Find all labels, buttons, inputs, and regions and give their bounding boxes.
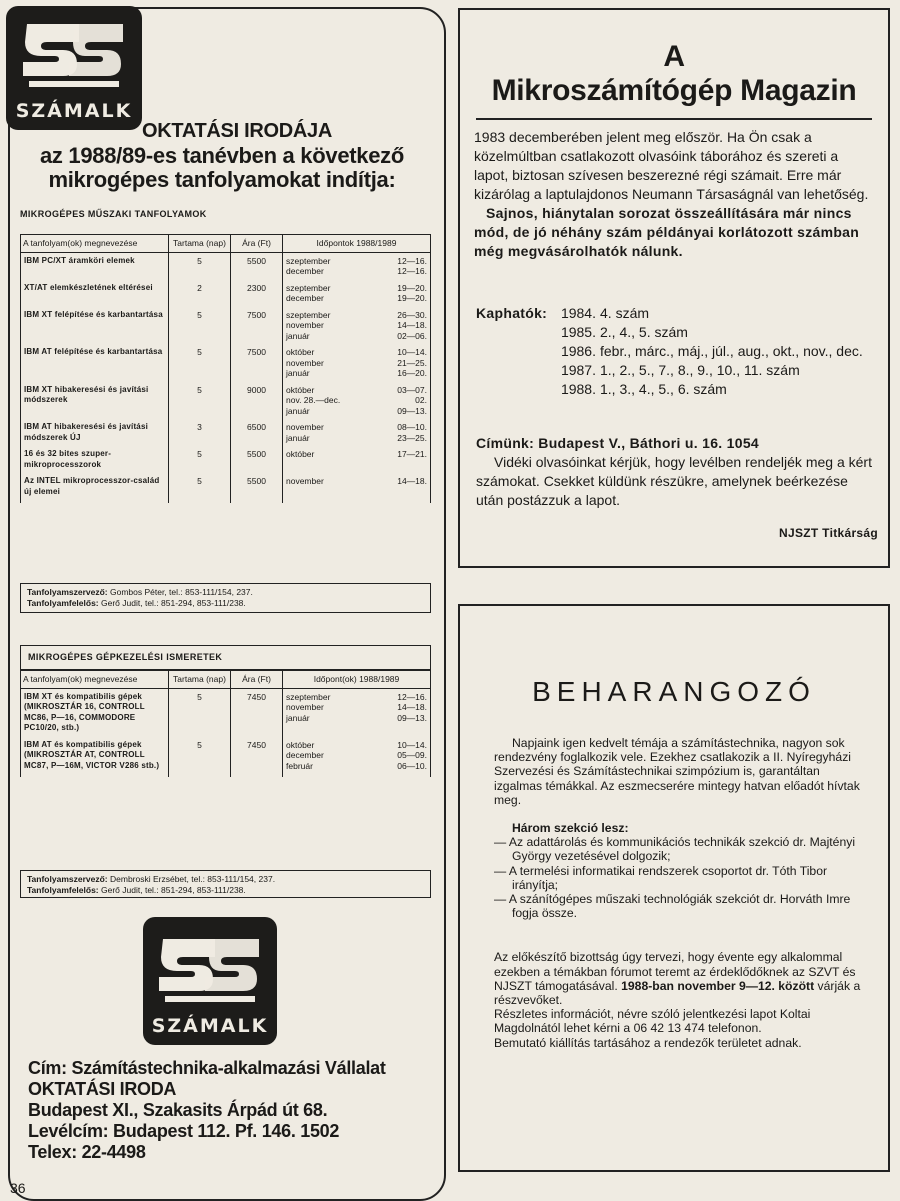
magazine-address: Címünk: Budapest V., Báthori u. 16. 1054 bbox=[476, 435, 760, 451]
responsible-value: Gerő Judit, tel.: 851-294, 853-111/238. bbox=[101, 598, 246, 608]
available-label: Kaphatók: bbox=[476, 305, 548, 321]
announcement-body bbox=[494, 736, 864, 1050]
course-row bbox=[21, 473, 431, 503]
magazine-title-article: A bbox=[663, 40, 685, 73]
date-line bbox=[286, 358, 427, 369]
issue-row bbox=[476, 304, 868, 323]
organizer-value: Dembroski Erzsébet, tel.: 853-111/154, 237. bbox=[110, 874, 276, 884]
header-duration: Tartama (nap) bbox=[169, 235, 231, 253]
szamalk-logo bbox=[6, 6, 142, 130]
course-price: 2300 bbox=[231, 280, 283, 307]
szamalk-logo-mark-icon bbox=[19, 16, 129, 100]
date-month: október bbox=[286, 739, 315, 750]
date-month: november bbox=[286, 422, 324, 432]
date-month: november bbox=[286, 702, 324, 712]
ad-title-line3: mikrogépes tanfolyamokat indítja: bbox=[48, 167, 396, 192]
responsible-label: Tanfolyamfelelős: bbox=[27, 598, 99, 608]
date-month: január bbox=[286, 405, 310, 416]
magazine-title: Mikroszámítógép Magazin bbox=[491, 74, 857, 107]
issue-row bbox=[476, 342, 868, 361]
course-table-technical bbox=[20, 234, 431, 503]
date-days: 10—14. bbox=[397, 347, 427, 357]
course-row bbox=[21, 688, 431, 737]
date-days: 02. bbox=[415, 395, 427, 405]
address-line: Budapest XI., Szakasits Árpád út 68. bbox=[28, 1100, 328, 1120]
course-dates bbox=[283, 473, 431, 503]
course-dates bbox=[283, 280, 431, 307]
date-days: 14—18. bbox=[397, 476, 427, 486]
header-dates: Időpontok 1988/1989 bbox=[283, 235, 431, 253]
paragraph-text: várják a részvevőket. bbox=[494, 978, 861, 1008]
ad-address bbox=[28, 1058, 386, 1163]
date-days: 02—06. bbox=[397, 330, 427, 341]
issue-year: 1987. bbox=[560, 362, 596, 378]
magazine-contact bbox=[476, 434, 876, 510]
table-header-row bbox=[21, 235, 431, 253]
szamalk-logo-bottom bbox=[143, 917, 277, 1045]
course-dates bbox=[283, 688, 431, 737]
organizer-box-1 bbox=[20, 583, 431, 613]
table-header-row bbox=[21, 671, 431, 689]
page-number: 36 bbox=[10, 1180, 26, 1196]
date-line bbox=[286, 347, 427, 358]
announcement-title: BEHARANGOZÓ bbox=[532, 676, 816, 707]
date-days: 26—30. bbox=[397, 309, 427, 320]
title-divider bbox=[476, 118, 872, 120]
date-month: szeptember bbox=[286, 691, 331, 702]
date-days: 17—21. bbox=[397, 449, 427, 459]
issue-numbers: febr., márc., máj., júl., aug., okt., nov., dec. bbox=[600, 343, 863, 359]
section-item: — A termelési informatikai rendszerek csoportot dr. Tóth Tibor irányítja; bbox=[494, 863, 828, 892]
course-price: 7450 bbox=[231, 737, 283, 778]
logo-word: SZÁMALK bbox=[151, 1015, 269, 1037]
date-days: 09—13. bbox=[397, 712, 427, 723]
section-item: — A szánítógépes műszaki technológiák szekciót dr. Horváth Imre fogja össze. bbox=[494, 892, 851, 921]
date-month: december bbox=[286, 750, 324, 760]
date-line bbox=[286, 310, 427, 321]
header-duration: Tartama (nap) bbox=[169, 671, 231, 689]
course-name: IBM AT és kompatibilis gépek (MIKROSZTÁR AT, CONTROLL MC87, P—16M, VICTOR V286 stb.) bbox=[21, 737, 169, 778]
date-line bbox=[286, 476, 427, 487]
course-price: 5500 bbox=[231, 446, 283, 473]
date-month: január bbox=[286, 368, 310, 378]
magazine-notice: Sajnos, hiánytalan sorozat összeállítására már nincs mód, de jó néhány szám példányai korlátozott számban még megvásárolhatók nálunk. bbox=[474, 205, 860, 259]
course-duration: 5 bbox=[169, 473, 231, 503]
ad-title-line1: OKTATÁSI IRODÁJA bbox=[142, 120, 333, 142]
course-row bbox=[21, 737, 431, 778]
course-duration: 5 bbox=[169, 344, 231, 382]
date-days: 09—13. bbox=[397, 405, 427, 416]
announcement-paragraph bbox=[494, 950, 864, 1007]
ad-title-line2: az 1988/89-es tanévben a következő bbox=[39, 143, 404, 168]
course-row bbox=[21, 344, 431, 382]
date-line bbox=[286, 692, 427, 703]
date-month: november bbox=[286, 476, 324, 486]
date-line bbox=[286, 702, 427, 713]
date-month: november bbox=[286, 357, 324, 368]
course-duration: 3 bbox=[169, 419, 231, 446]
issue-numbers: 2., 4., 5. szám bbox=[600, 324, 688, 340]
course-price: 6500 bbox=[231, 419, 283, 446]
course-dates bbox=[283, 382, 431, 420]
date-days: 14—18. bbox=[397, 320, 427, 330]
course-duration: 5 bbox=[169, 307, 231, 345]
paragraph-text: Az előkészítő bizottság úgy tervezi, hogy évente egy alkalommal ezekben a témákban fórumot teremt az érdeklődőknek az SZVT és NJSZT támogatásával. bbox=[494, 950, 856, 993]
date-line bbox=[286, 713, 427, 724]
course-dates bbox=[283, 419, 431, 446]
logo-word: SZÁMALK bbox=[15, 100, 133, 122]
issue-numbers: 1., 2., 5., 7., 8., 9., 10., 11. szám bbox=[600, 362, 800, 378]
course-price: 7500 bbox=[231, 344, 283, 382]
course-dates bbox=[283, 252, 431, 280]
course-row bbox=[21, 307, 431, 345]
date-month: szeptember bbox=[286, 282, 331, 293]
course-name: IBM XT felépítése és karbantartása bbox=[21, 307, 169, 345]
course-duration: 5 bbox=[169, 252, 231, 280]
course-rows bbox=[21, 688, 431, 777]
date-line bbox=[286, 385, 427, 396]
course-rows bbox=[21, 252, 431, 503]
date-month: november bbox=[286, 320, 324, 330]
magazine-text bbox=[474, 128, 874, 261]
course-price: 9000 bbox=[231, 382, 283, 420]
course-price: 5500 bbox=[231, 252, 283, 280]
date-line bbox=[286, 750, 427, 761]
issue-year: 1985. bbox=[560, 324, 596, 340]
issue-numbers: 1., 3., 4., 5., 6. szám bbox=[600, 381, 727, 397]
issue-numbers: 4. szám bbox=[600, 305, 650, 321]
organizer-label: Tanfolyamszervező: bbox=[27, 587, 108, 597]
date-line bbox=[286, 266, 427, 277]
section-item: — Az adattárolás és kommunikációs technikák szekció dr. Majtényi György vezetésével dolgozik; bbox=[494, 835, 856, 864]
date-month: október bbox=[286, 384, 315, 395]
date-days: 12—16. bbox=[397, 691, 427, 702]
announcement-paragraph: Napjaink igen kedvelt témája a számítástechnika, nagyon sok rendezvény foglalkozik vele. Ezekhez csatlakozik a II. Nyíregyházi Szervezési és Számítástechnikai szimpózium is, garantáltan izgalmas témákkal. Az eszmecserére mintegy hatvan előadót hívtak meg. bbox=[494, 736, 860, 807]
date-days: 14—18. bbox=[397, 702, 427, 712]
organizer-label: Tanfolyamszervező: bbox=[27, 874, 108, 884]
date-month: szeptember bbox=[286, 309, 331, 320]
date-month: október bbox=[286, 347, 315, 357]
course-price: 7500 bbox=[231, 307, 283, 345]
date-days: 23—25. bbox=[397, 432, 427, 443]
date-line bbox=[286, 761, 427, 772]
course-row bbox=[21, 419, 431, 446]
course-duration: 5 bbox=[169, 737, 231, 778]
course-price: 5500 bbox=[231, 473, 283, 503]
course-duration: 2 bbox=[169, 280, 231, 307]
issue-year: 1988. bbox=[560, 381, 596, 397]
magazine-request: Vidéki olvasóinkat kérjük, hogy levélben rendeljék meg a kért számokat. Csekket küldünk részükre, amelynek beérkezése után postázzuk a lapot. bbox=[476, 454, 872, 508]
course-row bbox=[21, 446, 431, 473]
course-name: IBM XT és kompatibilis gépek (MIKROSZTÁR 16, CONTROLL MC86, P—16, COMMODORE PC10/20, stb.) bbox=[21, 688, 169, 737]
course-name: 16 és 32 bites szuper-mikroprocesszorok bbox=[21, 446, 169, 473]
date-line bbox=[286, 740, 427, 751]
course-row bbox=[21, 252, 431, 280]
course-duration: 5 bbox=[169, 688, 231, 737]
responsible-value: Gerő Judit, tel.: 851-294, 853-111/238. bbox=[101, 885, 246, 895]
date-line bbox=[286, 449, 427, 460]
date-days: 03—07. bbox=[397, 384, 427, 395]
course-name: IBM AT felépítése és karbantartása bbox=[21, 344, 169, 382]
date-days: 19—20. bbox=[397, 282, 427, 293]
date-line bbox=[286, 433, 427, 444]
header-price: Ára (Ft) bbox=[231, 671, 283, 689]
header-dates: Időpont(ok) 1988/1989 bbox=[283, 671, 431, 689]
course-name: IBM AT hibakeresési és javítási módszerek ÚJ bbox=[21, 419, 169, 446]
issue-row bbox=[476, 361, 868, 380]
date-month: december bbox=[286, 293, 324, 303]
course-name: IBM XT hibakeresési és javítási módszerek bbox=[21, 382, 169, 420]
date-days: 06—10. bbox=[397, 760, 427, 771]
date-line bbox=[286, 406, 427, 417]
date-line bbox=[286, 320, 427, 331]
issue-year: 1986. bbox=[560, 343, 596, 359]
header-name: A tanfolyam(ok) megnevezése bbox=[21, 235, 169, 253]
date-month: szeptember bbox=[286, 255, 331, 266]
date-line bbox=[286, 293, 427, 304]
date-line bbox=[286, 368, 427, 379]
issue-year: 1984. bbox=[560, 305, 596, 321]
course-duration: 5 bbox=[169, 446, 231, 473]
date-month: december bbox=[286, 266, 324, 276]
course-name: Az INTEL mikroprocesszor-család új elemei bbox=[21, 473, 169, 503]
address-line: Levélcím: Budapest 112. Pf. 146. 1502 bbox=[28, 1121, 340, 1141]
issue-row bbox=[476, 323, 868, 342]
szamalk-logo-mark-icon bbox=[155, 931, 265, 1015]
course-row bbox=[21, 382, 431, 420]
date-month: január bbox=[286, 712, 310, 723]
date-month: február bbox=[286, 760, 313, 771]
course-name: XT/AT elemkészletének eltérései bbox=[21, 280, 169, 307]
date-days: 12—16. bbox=[397, 255, 427, 266]
date-month: január bbox=[286, 330, 310, 341]
course-dates bbox=[283, 307, 431, 345]
announcement-paragraph: Bemutató kiállítás tartásához a rendezők területet adnak. bbox=[494, 1035, 802, 1050]
date-days: 12—16. bbox=[397, 266, 427, 276]
available-issues bbox=[476, 304, 868, 399]
date-month: október bbox=[286, 449, 315, 459]
course-name: IBM PC/XT áramköri elemek bbox=[21, 252, 169, 280]
header-price: Ára (Ft) bbox=[231, 235, 283, 253]
course-dates bbox=[283, 737, 431, 778]
magazine-signature: NJSZT Titkárság bbox=[779, 526, 878, 540]
date-days: 21—25. bbox=[397, 357, 427, 368]
organizer-value: Gombos Péter, tel.: 853-111/154, 237. bbox=[110, 587, 253, 597]
course-row bbox=[21, 280, 431, 307]
date-days: 16—20. bbox=[397, 368, 427, 378]
magazine-intro: 1983 decemberében jelent meg először. Ha Ön csak a közelmúltban csatlakozott olvasóink táborához és szereti a lapot, biztosan szívesen beszerezné régi számait. Erre már kizárólag a laptulajdonos Neumann Társaságnál van lehetőség. bbox=[474, 129, 869, 202]
date-line bbox=[286, 283, 427, 294]
issue-row bbox=[476, 380, 868, 399]
date-line bbox=[286, 395, 427, 406]
organizer-box-2 bbox=[20, 870, 431, 898]
section1-label: MIKROGÉPES MŰSZAKI TANFOLYAMOK bbox=[20, 209, 207, 219]
course-duration: 5 bbox=[169, 382, 231, 420]
course-price: 7450 bbox=[231, 688, 283, 737]
responsible-label: Tanfolyamfelelős: bbox=[27, 885, 99, 895]
date-line bbox=[286, 422, 427, 433]
address-line: Cím: Számítástechnika-alkalmazási Vállalat bbox=[28, 1058, 386, 1078]
event-dates: 1988-ban november 9—12. között bbox=[621, 978, 815, 993]
announcement-paragraph: Részletes információt, névre szóló jelentkezési lapot Koltai Magdolnától lehet kérni a 06 42 13 474 telefonon. bbox=[494, 1007, 811, 1036]
date-month: nov. 28.—dec. bbox=[286, 395, 341, 405]
date-line bbox=[286, 331, 427, 342]
date-days: 10—14. bbox=[397, 739, 427, 750]
date-line bbox=[286, 256, 427, 267]
section2-label: MIKROGÉPES GÉPKEZELÉSI ISMERETEK bbox=[28, 652, 223, 662]
course-dates bbox=[283, 344, 431, 382]
date-days: 05—09. bbox=[397, 750, 427, 760]
course-dates bbox=[283, 446, 431, 473]
date-days: 08—10. bbox=[397, 422, 427, 432]
sections-heading: Három szekció lesz: bbox=[512, 821, 629, 836]
header-name: A tanfolyam(ok) megnevezése bbox=[21, 671, 169, 689]
date-days: 19—20. bbox=[397, 293, 427, 303]
course-table-operation bbox=[20, 670, 431, 777]
address-line: Telex: 22-4498 bbox=[28, 1142, 146, 1162]
address-line: OKTATÁSI IRODA bbox=[28, 1079, 177, 1099]
date-month: január bbox=[286, 432, 310, 443]
